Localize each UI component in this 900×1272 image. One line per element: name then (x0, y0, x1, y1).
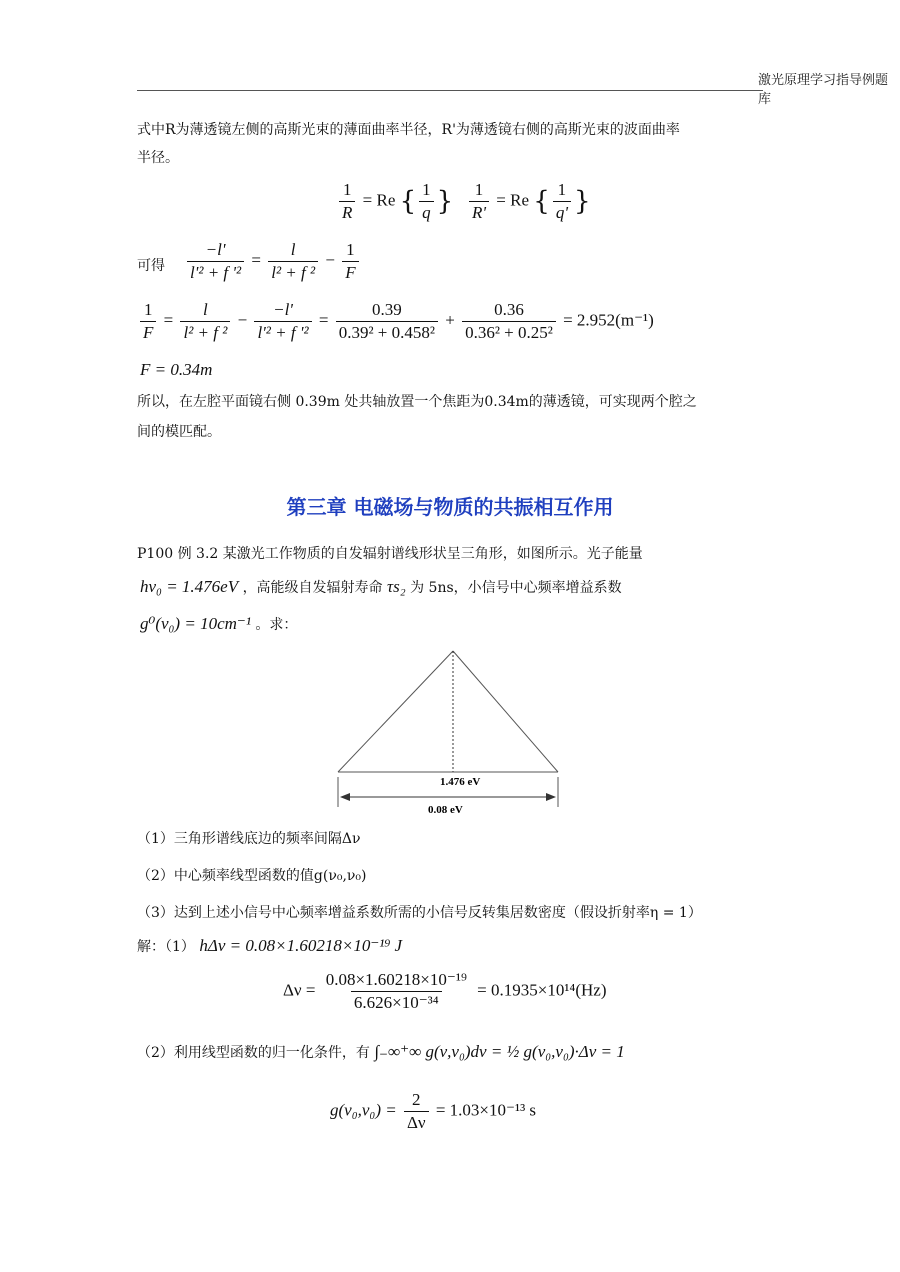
equation-lineshape-value: g(ν₀,ν₀) = $\frac{2}{\Delta\nu}$ = 1.03×10⁻¹³ s (330, 1090, 537, 1132)
gain-coefficient: g⁰(ν₀) = 10cm⁻¹ (140, 614, 251, 633)
triangle-lineshape-figure (330, 645, 570, 820)
paragraph-line: 所以，在左腔平面镜右侧 0.39m 处共轴放置一个焦距为0.34m的薄透镜，可实现两个腔之 (137, 394, 697, 410)
paragraph-line: 式中R为薄透镜左侧的高斯光束的薄面曲率半径，R'为薄透镜右侧的高斯光束的波面曲率 (137, 122, 680, 138)
paragraph-line: 半径。 (137, 150, 179, 166)
equation-focal-calc: $\frac{1}{F}$ = $\frac{l}{\text{l² + f ²}}$ − $\frac{-l'}{\text{l'² + f '²}}$ = $\frac{0.39}{\text{0.39² + 0.458²}}$ + $\frac{0.36}{\text{0.36² + 0.25²}}$ = 2.952(m⁻¹) (137, 300, 654, 343)
solution-1: 解：（1） hΔν = 0.08×1.60218×10⁻¹⁹ J (137, 936, 403, 955)
photon-energy: hν₀ = 1.476eV (140, 577, 239, 596)
question-2: （2）中心频率线型函数的值g(ν₀,ν₀) (137, 868, 367, 884)
triangle-left-edge (338, 651, 453, 772)
triangle-right-edge (453, 651, 558, 772)
problem-line: g⁰(ν₀) = 10cm⁻¹ 。求： (140, 614, 298, 633)
width-energy-label: 0.08 eV (428, 804, 463, 816)
lifetime-symbol: τs₂ (387, 577, 406, 596)
problem-line: hν₀ = 1.476eV ，高能级自发辐射寿命 τs₂ 为 5ns，小信号中心频率增益系数 (140, 577, 622, 596)
equation-delta-nu: Δν = $\frac{\text{0.08×1.60218×10⁻¹⁹}}{\text{6.626×10⁻³⁴}}$ = 0.1935×10¹⁴(Hz) (283, 970, 607, 1012)
equation-curvature-left: $\frac{1}{R}$ = Re { $\frac{1}{q}$ } (336, 180, 453, 223)
equation-label: 可得 (137, 258, 165, 274)
width-arrowhead-left (340, 793, 350, 801)
paragraph-line: 间的模匹配。 (137, 424, 221, 440)
question-1: （1）三角形谱线底边的频率间隔Δν (137, 831, 361, 847)
problem-line: P100 例 3.2 某激光工作物质的自发辐射谱线形状呈三角形，如图所示。光子能量 (137, 546, 643, 562)
chapter-title: 第三章 电磁场与物质的共振相互作用 (286, 495, 614, 519)
equation-curvature-right: $\frac{1}{R'}$ = Re { $\frac{1}{q'}$ } (466, 180, 591, 223)
solution-2: （2）利用线型函数的归一化条件，有 ∫₋∞⁺∞ g(ν,ν₀)dν = ½ g(ν₀,ν₀)·Δν = 1 (137, 1042, 625, 1061)
equation-derivation: $\frac{-l'}{\text{l'² + f '²}}$ = $\frac{l}{\text{l² + f ²}}$ − $\frac{1}{F}$ (184, 240, 362, 283)
header-rule (137, 90, 763, 91)
width-arrowhead-right (546, 793, 556, 801)
equation-focal-result: F = 0.34m (140, 360, 213, 379)
question-3: （3）达到上述小信号中心频率增益系数所需的小信号反转集居数密度（假设折射率η = 1） (137, 905, 702, 921)
running-header: 激光原理学习指导例题库 (758, 73, 889, 107)
center-energy-label: 1.476 eV (440, 776, 481, 788)
